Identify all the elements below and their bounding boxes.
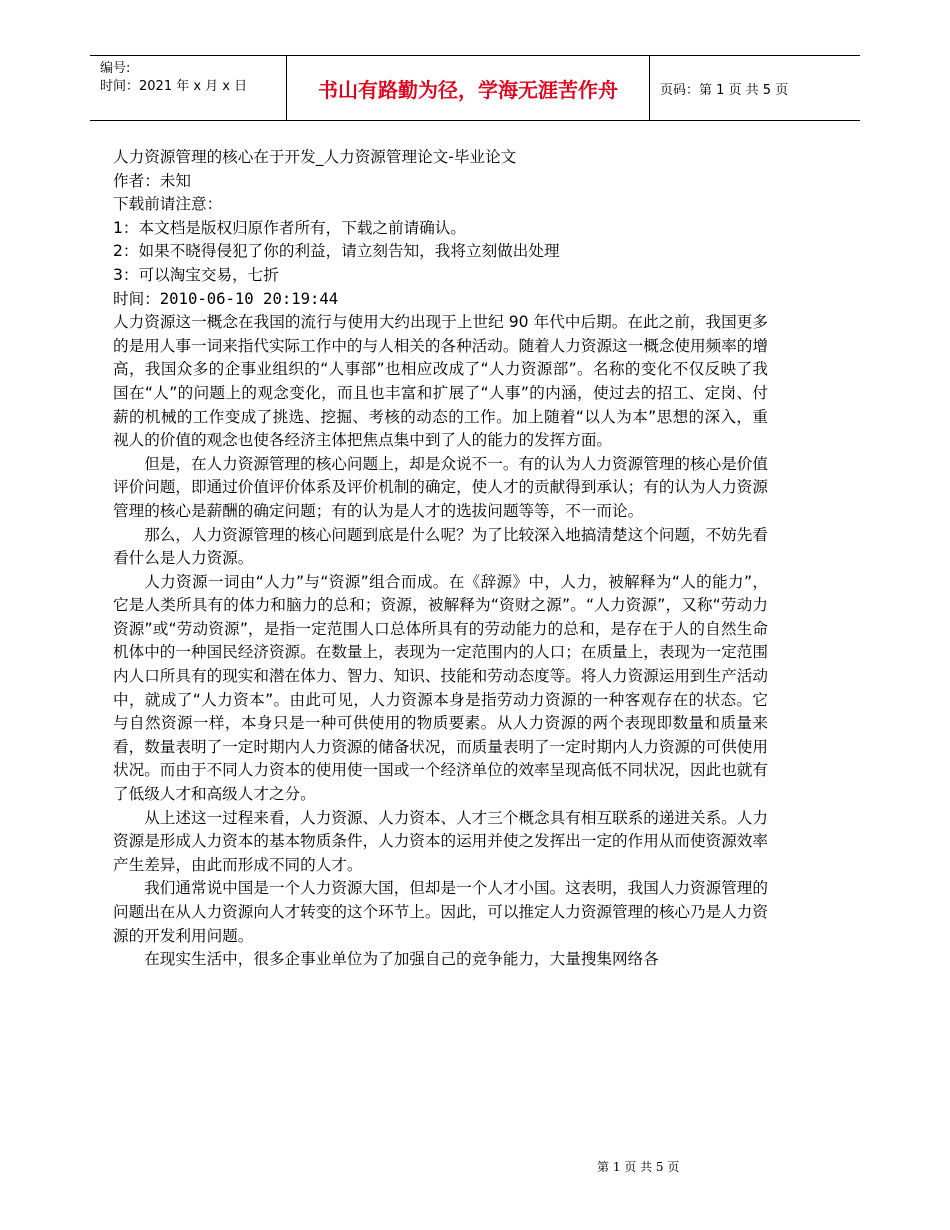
document-date-label: 时间：2021 年 x 月 x 日 <box>100 79 248 94</box>
document-number-label: 编号: <box>100 61 131 76</box>
paragraph-6: 我们通常说中国是一个人力资源大国，但却是一个人才小国。这表明，我国人力资源管理的问题出在从人力资源向人才转变的这个环节上。因此，可以推定人力资源管理的核心乃是人力资源的开发利用问题。 <box>113 879 768 945</box>
paragraph-4: 人力资源一词由“人力”与“资源”组合而成。在《辞源》中，人力，被解释为“人的能力”，它是人类所具有的体力和脑力的总和；资源，被解释为“资财之源”。“人力资源”，又称“劳动力资源”或“劳动资源”，是指一定范围人口总体所具有的劳动能力的总和，是存在于人的自然生命机体中的一种国民经济资源。在数量上，表现为一定范围内的人口；在质量上，表现为一定范围内人口所具有的现实和潜在体力、智力、知识、技能和劳动态度等。将人力资源运用到生产活动中，就成了“人力资本”。由此可见，人力资源本身是指劳动力资源的一种客观存在的状态。它与自然资源一样，本身只是一种可供使用的物质要素。从人力资源的两个表现即数量和质量来看，数量表明了一定时期内人力资源的储备状况，而质量表明了一定时期内人力资源的可供使用状况。而由于不同人力资本的使用使一国或一个经济单位的效率呈现高低不同状况，因此也就有了低级人才和高级人才之分。 <box>113 572 768 804</box>
paragraph-5: 从上述这一过程来看，人力资源、人力资本、人才三个概念具有相互联系的递进关系。人力资源是形成人力资本的基本物质条件，人力资本的运用并使之发挥出一定的作用从而使资源效率产生差异，由此而形成不同的人才。 <box>113 808 768 874</box>
article-time: 时间：2010-06-10 20:19:44 <box>113 289 339 308</box>
paragraph-3: 那么，人力资源管理的核心问题到底是什么呢？为了比较深入地搞清楚这个问题，不妨先看看什么是人力资源。 <box>113 525 768 568</box>
notice-item-2: 2：如果不晓得侵犯了你的利益，请立刻告知，我将立刻做出处理 <box>113 242 560 261</box>
header-page-info: 页码：第 1 页 共 5 页 <box>660 82 789 98</box>
header-motto: 书山有路勤为径，学海无涯苦作舟 <box>286 56 650 120</box>
notice-heading: 下载前请注意： <box>113 195 223 214</box>
paragraph-2: 但是，在人力资源管理的核心问题上，却是众说不一。有的认为人力资源管理的核心是价值评价问题，即通过价值评价体系及评价机制的确定，使人才的贡献得到承认；有的认为人力资源管理的核心是薪酬的确定问题；有的认为是人才的选拔问题等等，不一而论。 <box>113 454 768 520</box>
paragraph-7: 在现实生活中，很多企事业单位为了加强自己的竞争能力，大量搜集网络各 <box>144 950 659 969</box>
article-title: 人力资源管理的核心在于开发_人力资源管理论文-毕业论文 <box>113 148 517 166</box>
notice-item-3: 3：可以淘宝交易，七折 <box>113 265 279 284</box>
document-header <box>90 55 860 121</box>
paragraph-1: 人力资源这一概念在我国的流行与使用大约出现于上世纪 90 年代中后期。在此之前，我国更多的是用人事一词来指代实际工作中的与人相关的各种活动。随着人力资源这一概念使用频率的增高，我国众多的企事业组织的“人事部”也相应改成了“人力资源部”。名称的变化不仅反映了我国在“人”的问题上的观念变化，而且也丰富和扩展了“人事”的内涵，使过去的招工、定岗、付薪的机械的工作变成了挑选、挖掘、考核的动态的工作。加上随着“以人为本”思想的深入，重视人的价值的观念也使各经济主体把焦点集中到了人的能力的发挥方面。 <box>113 313 768 450</box>
header-meta <box>90 56 286 120</box>
notice-item-1: 1：本文档是版权归原作者所有，下载之前请确认。 <box>113 218 466 237</box>
article-author: 作者：未知 <box>113 171 191 190</box>
page-footer: 第 1 页 共 5 页 <box>597 1160 680 1174</box>
document-body <box>113 146 768 972</box>
